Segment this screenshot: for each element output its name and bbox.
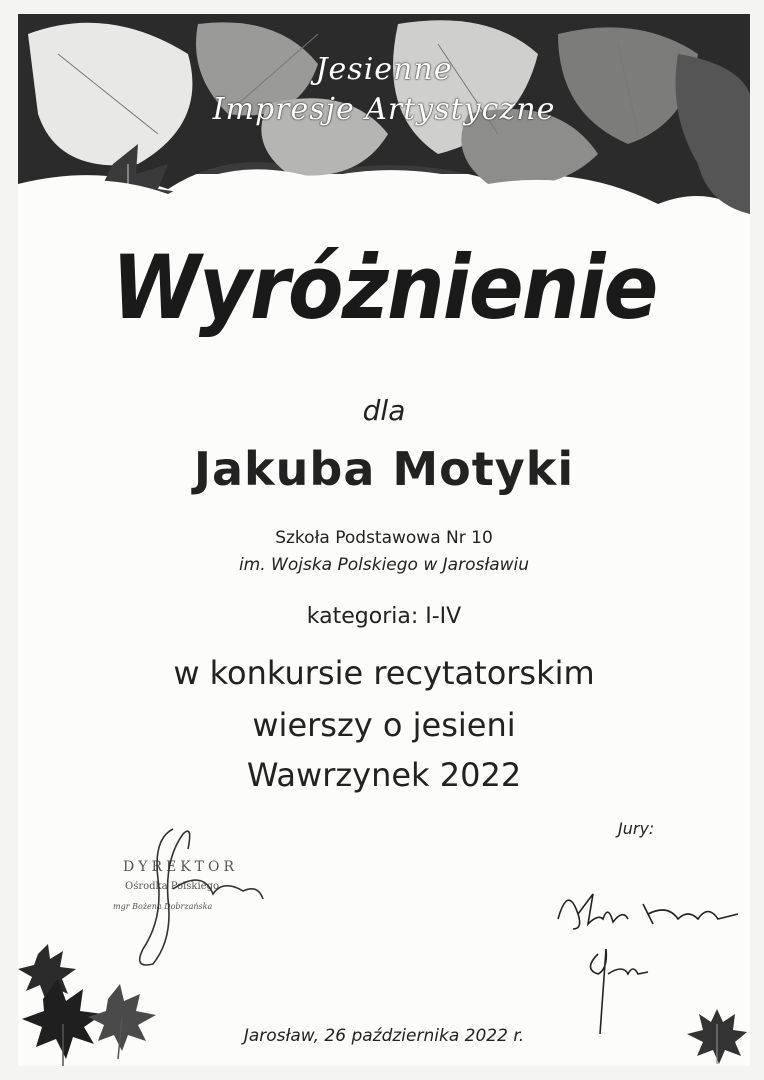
issue-date: Jarosław, 26 października 2022 r.	[243, 1026, 525, 1046]
event-title-line1: Jesienne	[315, 52, 453, 87]
contest-line1: w konkursie recytatorskim	[173, 654, 595, 692]
school-patron: im. Wojska Polskiego w Jarosławiu	[238, 555, 530, 575]
jury-signature-2	[643, 904, 738, 924]
for-word: dla	[362, 394, 406, 427]
diploma-page	[18, 14, 750, 1066]
maple-leaf-bottom-right	[683, 1004, 750, 1066]
stamp-office: Ośrodka Polskiego	[125, 881, 220, 892]
contest-line2: wierszy o jesieni	[252, 706, 516, 744]
contest-line3: Wawrzynek 2022	[246, 756, 522, 794]
school-name: Szkoła Podstawowa Nr 10	[275, 528, 493, 548]
jury-label: Jury:	[618, 819, 655, 838]
maple-leaves-bottom-left	[18, 939, 168, 1066]
autumn-leaves-banner	[18, 14, 750, 244]
recipient-name: Jakuba Motyki	[193, 442, 575, 496]
category-label: kategoria: I-IV	[306, 604, 462, 629]
event-title-line2: Impresje Artystyczne	[212, 92, 556, 127]
stamp-title: DYREKTOR	[123, 859, 239, 875]
jury-signature-3	[591, 949, 649, 1034]
stamp-name: mgr Bożena Dobrzańska	[113, 902, 213, 911]
jury-signature-1	[558, 894, 628, 929]
award-heading: Wyróżnienie	[111, 236, 657, 339]
